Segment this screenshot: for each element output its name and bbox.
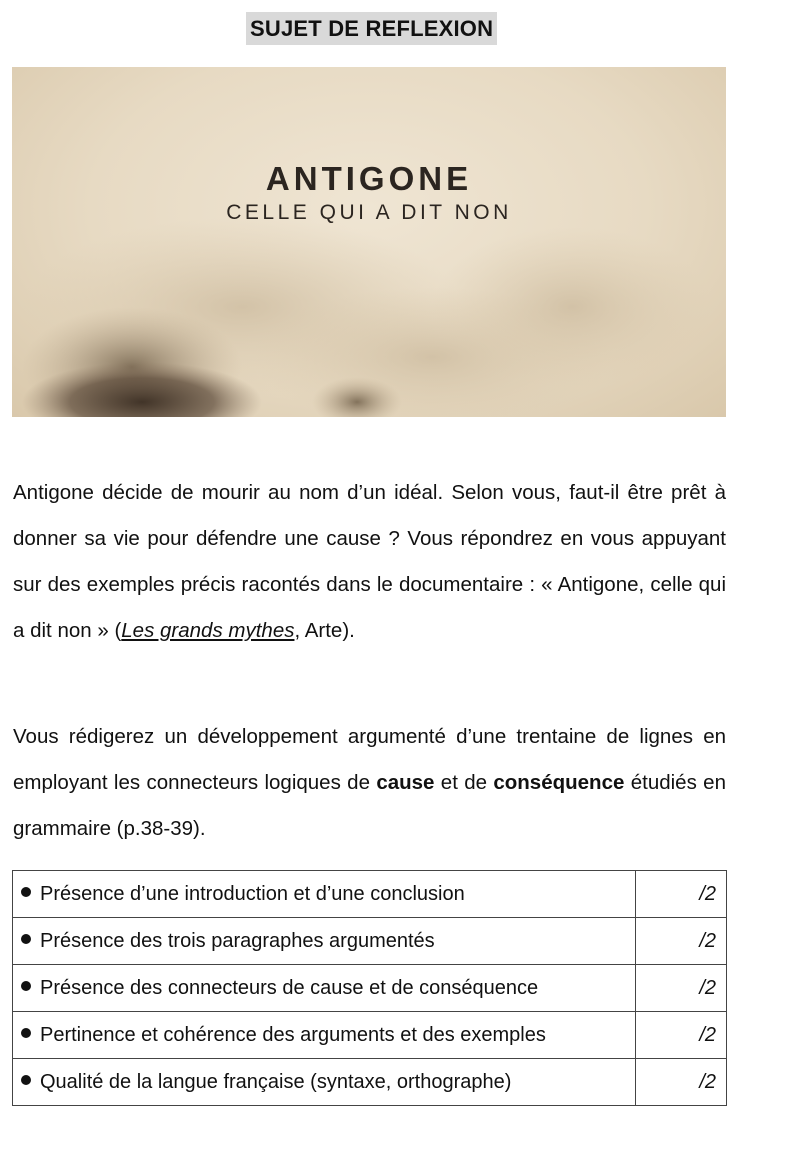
prompt-text-end: , Arte). [294, 619, 355, 642]
criterion-label: Présence des trois paragraphes argumentés [40, 929, 435, 952]
prompt-paragraph-1 [13, 470, 726, 654]
table-row [13, 871, 727, 918]
prompt-text: Antigone décide de mourir au nom d’un idéal. Selon vous, faut-il être prêt à donner sa vie pour défendre une cause ? Vous répondrez en vous appuyant sur des exemples précis racontés dans le documentaire : « Antigone, celle qui a dit non » ( [13, 481, 726, 642]
instruction-text-end: étudiés en grammaire (p.38-39). [13, 771, 726, 840]
ink-stain-illustration [12, 67, 726, 417]
banner-subtitle: CELLE QUI A DIT NON [226, 201, 512, 224]
table-row [13, 1059, 727, 1106]
bullet-icon [21, 887, 31, 897]
page-title: SUJET DE REFLEXION [246, 12, 497, 45]
bullet-icon [21, 1028, 31, 1038]
criterion-points: /2 [636, 871, 727, 918]
prompt-paragraph-2 [13, 714, 726, 852]
table-row [13, 918, 727, 965]
keyword-cause: cause [376, 771, 435, 794]
criterion-points: /2 [636, 918, 727, 965]
criterion-points: /2 [636, 965, 727, 1012]
grading-table [12, 870, 727, 1106]
criterion-points: /2 [636, 1059, 727, 1106]
criterion-label: Présence des connecteurs de cause et de conséquence [40, 976, 539, 999]
work-title: Les grands mythes [121, 619, 295, 642]
bullet-icon [21, 1075, 31, 1085]
criterion-points: /2 [636, 1012, 727, 1059]
instruction-text: Vous rédigerez un développement argumenté d’une trentaine de lignes en employant les connecteurs logiques de [13, 725, 726, 794]
criterion-label: Qualité de la langue française (syntaxe, orthographe) [40, 1070, 512, 1093]
table-row [13, 965, 727, 1012]
keyword-consequence: conséquence [493, 771, 625, 794]
instruction-text-mid: et de [434, 771, 494, 794]
table-row [13, 1012, 727, 1059]
bullet-icon [21, 981, 31, 991]
criterion-label: Pertinence et cohérence des arguments et des exemples [40, 1023, 546, 1046]
bullet-icon [21, 934, 31, 944]
documentary-banner-image [12, 67, 726, 417]
banner-title: ANTIGONE [265, 160, 473, 197]
criterion-label: Présence d’une introduction et d’une conclusion [40, 882, 465, 905]
